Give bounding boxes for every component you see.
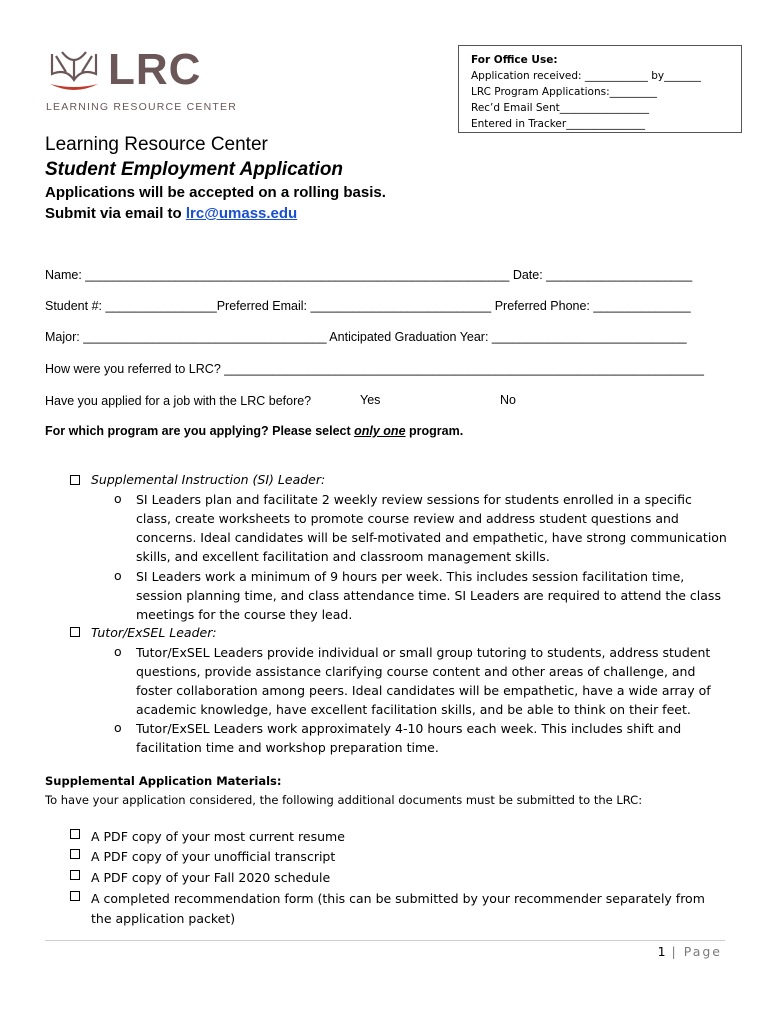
program-question-emphasis: only one xyxy=(354,424,406,438)
office-use-line: Entered in Tracker_______________ xyxy=(471,118,645,130)
program-question xyxy=(45,424,463,438)
program-question-suffix: program. xyxy=(405,424,464,438)
page-label: Page xyxy=(683,944,722,959)
transcript-item: A PDF copy of your unofficial transcript xyxy=(91,849,336,864)
resume-checkbox[interactable] xyxy=(70,829,80,839)
referral-field[interactable]: How were you referred to LRC? _____________________________________________________________________ xyxy=(45,362,704,376)
book-icon xyxy=(52,52,96,80)
logo-subtitle: LEARNING RESOURCE CENTER xyxy=(46,101,237,113)
rolling-basis-note: Applications will be accepted on a rolling basis. xyxy=(45,184,386,201)
tutor-exsel-description: Tutor/ExSEL Leaders provide individual or small group tutoring to students, address student questions, provide assistance clarifying course content and other areas of challenge, and foster collaboration among peers. Ideal candidates will be empathetic, have a wide array of academic knowledge, have excellent facilitation skills, and be able to think on their feet. xyxy=(136,645,711,718)
submit-note xyxy=(45,204,297,224)
bullet-icon: o xyxy=(114,491,122,506)
office-use-line: LRC Program Applications:_________ xyxy=(471,86,657,98)
tutor-exsel-title: Tutor/ExSEL Leader: xyxy=(91,625,217,640)
recommendation-item: A completed recommendation form (this can be submitted by your recommender separately from the application packet) xyxy=(91,891,705,926)
page-subtitle: Student Employment Application xyxy=(45,159,344,180)
page-number: 1 xyxy=(657,944,666,959)
transcript-checkbox[interactable] xyxy=(70,849,80,859)
tutor-exsel-checkbox[interactable] xyxy=(70,627,80,637)
si-leader-checkbox[interactable] xyxy=(70,475,80,485)
bullet-icon: o xyxy=(114,720,122,735)
footer-divider xyxy=(45,940,725,941)
tutor-exsel-hours: Tutor/ExSEL Leaders work approximately 4-10 hours each week. This includes shift and facilitation time and workshop preparation time. xyxy=(136,721,682,756)
schedule-item: A PDF copy of your Fall 2020 schedule xyxy=(91,870,331,885)
no-option[interactable]: No xyxy=(500,393,516,407)
name-date-field[interactable]: Name: _____________________________________________________________ Date: _____________________ xyxy=(45,268,693,282)
office-use-line: Rec’d Email Sent_________________ xyxy=(471,102,650,114)
supplemental-title: Supplemental Application Materials: xyxy=(45,774,282,788)
resume-item: A PDF copy of your most current resume xyxy=(91,829,345,844)
supplemental-description: To have your application considered, the following additional documents must be submitted to the LRC: xyxy=(45,793,643,807)
office-use-title: For Office Use: xyxy=(471,54,558,66)
bullet-icon: o xyxy=(114,568,122,583)
submit-prefix: Submit via email to xyxy=(45,205,186,222)
swoosh-icon xyxy=(50,84,98,90)
yes-option[interactable]: Yes xyxy=(360,393,381,407)
applied-before-question: Have you applied for a job with the LRC before? xyxy=(45,394,312,408)
major-graduation-field[interactable]: Major: ___________________________________ Anticipated Graduation Year: ____________________________ xyxy=(45,330,687,344)
page-separator: | xyxy=(665,944,684,959)
schedule-checkbox[interactable] xyxy=(70,870,80,880)
program-question-prefix: For which program are you applying? Please select xyxy=(45,424,355,438)
office-use-line: Application received: ____________ by_______ xyxy=(471,70,701,82)
email-link[interactable]: lrc@umass.edu xyxy=(185,205,298,222)
bullet-icon: o xyxy=(114,644,122,659)
student-contact-field[interactable]: Student #: ________________Preferred Email: __________________________ Preferred Phone: ______________ xyxy=(45,299,691,313)
si-leader-title: Supplemental Instruction (SI) Leader: xyxy=(91,472,326,487)
si-leader-hours: SI Leaders work a minimum of 9 hours per week. This includes session facilitation time, session planning time, and class attendance time. SI Leaders are required to attend the class meetings for the course they lead. xyxy=(136,569,721,623)
page-footer xyxy=(658,944,722,959)
si-leader-description: SI Leaders plan and facilitate 2 weekly review sessions for students enrolled in a specific class, create worksheets to promote course review and address student questions and concerns. Ideal candidates will be self-motivated and empathetic, have strong communication skills, and excellent facilitation and classroom management skills. xyxy=(136,492,727,565)
office-use-box xyxy=(458,45,742,133)
recommendation-checkbox[interactable] xyxy=(70,891,80,901)
page-title: Learning Resource Center xyxy=(45,134,268,155)
logo-text: LRC xyxy=(108,45,202,94)
